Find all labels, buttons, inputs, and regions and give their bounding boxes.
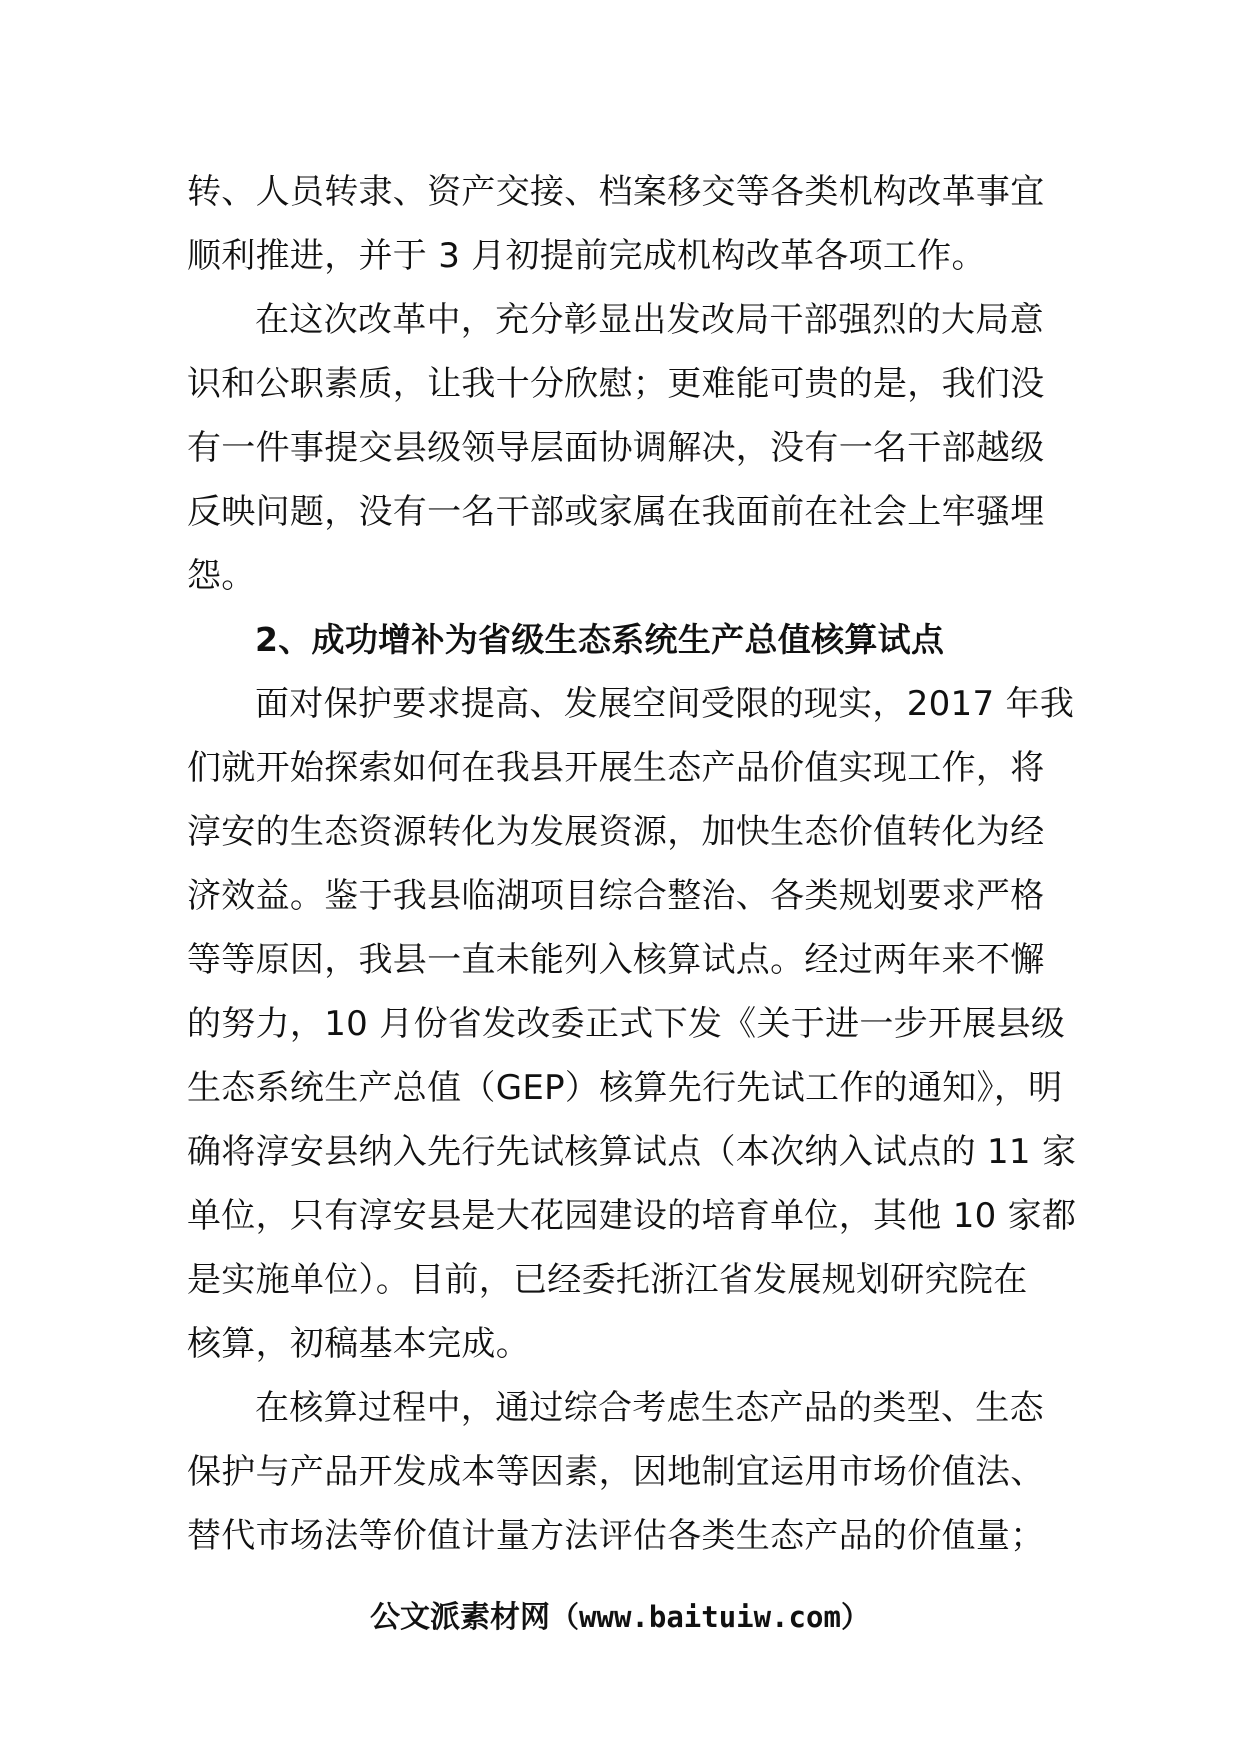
text-line: 怨。	[187, 556, 256, 596]
document-body	[187, 160, 1077, 1568]
page-footer	[0, 1592, 1240, 1636]
text-line: 转、人员转隶、资产交接、档案移交等各类机构改革事宜	[187, 172, 1045, 212]
text-line: 确将淳安县纳入先行先试核算试点（本次纳入试点的 11 家	[187, 1132, 1077, 1172]
text-line: 是实施单位）。目前，已经委托浙江省发展规划研究院在	[187, 1260, 1028, 1300]
text-line: 保护与产品开发成本等因素，因地制宜运用市场价值法、	[187, 1452, 1045, 1492]
text-line: 核算，初稿基本完成。	[187, 1324, 530, 1364]
text-line: 等等原因，我县一直未能列入核算试点。经过两年来不懈	[187, 940, 1045, 980]
paragraph-first-line: 面对保护要求提高、发展空间受限的现实，2017 年我	[255, 684, 1075, 724]
text-line: 单位，只有淳安县是大花园建设的培育单位，其他 10 家都	[187, 1196, 1077, 1236]
text-line: 的努力，10 月份省发改委正式下发《关于进一步开展县级	[187, 1004, 1066, 1044]
text-line: 济效益。鉴于我县临湖项目综合整治、各类规划要求严格	[187, 876, 1045, 916]
text-line: 识和公职素质，让我十分欣慰；更难能可贵的是，我们没	[187, 364, 1045, 404]
text-line: 们就开始探索如何在我县开展生态产品价值实现工作，将	[187, 748, 1045, 788]
paragraph-first-line: 在核算过程中，通过综合考虑生态产品的类型、生态	[255, 1388, 1044, 1428]
section-heading: 2、成功增补为省级生态系统生产总值核算试点	[255, 620, 945, 659]
footer-url: （www.baituiw.com）	[550, 1600, 870, 1634]
text-line: 有一件事提交县级领导层面协调解决，没有一名干部越级	[187, 428, 1045, 468]
text-line: 淳安的生态资源转化为发展资源，加快生态价值转化为经	[187, 812, 1045, 852]
text-line: 替代市场法等价值计量方法评估各类生态产品的价值量；	[187, 1516, 1045, 1556]
text-line: 反映问题，没有一名干部或家属在我面前在社会上牢骚埋	[187, 492, 1045, 532]
text-line: 顺利推进，并于 3 月初提前完成机构改革各项工作。	[187, 236, 986, 276]
text-line: 生态系统生产总值（GEP）核算先行先试工作的通知》，明	[187, 1068, 1063, 1108]
footer-site-name: 公文派素材网	[370, 1600, 551, 1635]
paragraph-first-line: 在这次改革中，充分彰显出发改局干部强烈的大局意	[255, 300, 1044, 340]
